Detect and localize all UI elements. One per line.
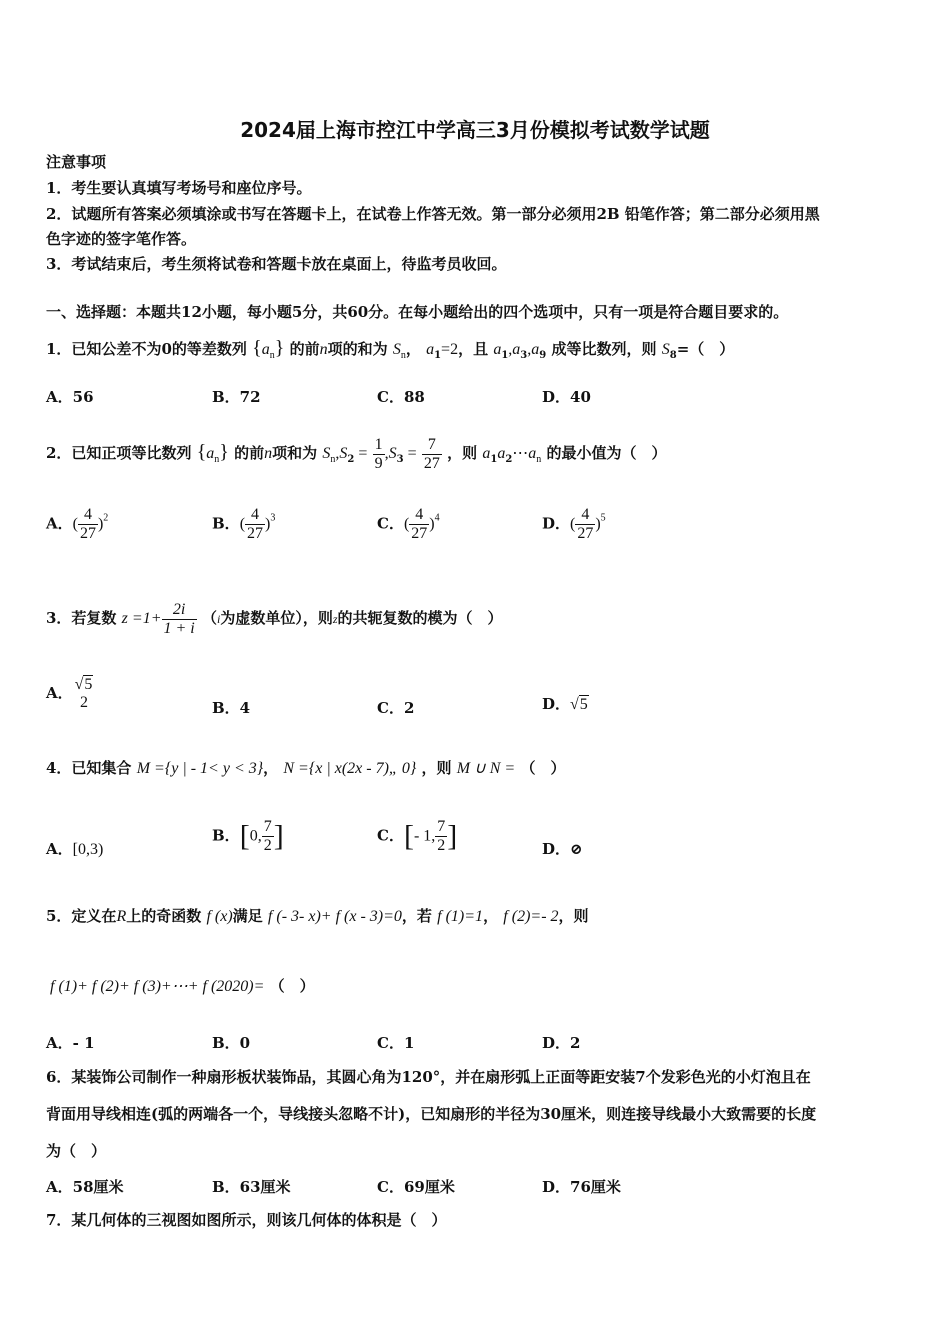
question-5: 5．定义在R上的奇函数 f (x)满足 f (- 3- x)+ f (x - 3)=0，若 f (1)=1， f (2)=- 2，则 <box>46 907 589 925</box>
notice-item-3: 3．考试结束后，考生须将试卷和答题卡放在桌面上，待监考员收回。 <box>46 255 507 273</box>
q2-option-d[interactable]: D．( $\frac{4}{27}$ )$^5$ <box>542 506 606 542</box>
q3-option-c[interactable]: C．2 <box>377 699 415 717</box>
q6-option-c[interactable]: C．69厘米 <box>377 1178 455 1196</box>
q5-option-c[interactable]: C．1 <box>377 1034 415 1052</box>
question-7: 7．某几何体的三视图如图所示，则该几何体的体积是（ ） <box>46 1211 447 1229</box>
section-heading: 一、选择题：本题共12小题，每小题5分，共60分。在每小题给出的四个选项中，只有一项是符合题目要求的。 <box>46 303 789 321</box>
question-3: 3．若复数 z =1+ $\frac{2i}{1 + i}$ （i为虚数单位），则z的共轭复数的模为（ ） <box>46 600 503 637</box>
q5-option-a[interactable]: A．- 1 <box>46 1034 95 1052</box>
notice-heading: 注意事项 <box>46 153 107 171</box>
question-2: 2．已知正项等比数列 $\{a_n\}$ 的前n项和为 $S_n,S_2$ = $\frac{1}{9}$ $,S_3$ = $\frac{7}{27}$ ，则 $a_1a_2\cdots a_n$ 的最小值为（ ） <box>46 435 667 472</box>
q2-option-c[interactable]: C．( $\frac{4}{27}$ )$^4$ <box>377 506 440 542</box>
q6-option-a[interactable]: A．58厘米 <box>46 1178 124 1196</box>
fraction-2i: $\frac{2i}{1 + i}$ <box>163 600 195 637</box>
q5-option-d[interactable]: D．2 <box>542 1034 581 1052</box>
q3-option-d[interactable]: D．√5 <box>542 695 588 713</box>
page-title: 2024届上海市控江中学高三3月份模拟考试数学试题 <box>240 118 710 142</box>
question-1: 1．已知公差不为0的等差数列 $\{a_n\}$ 的前n项的和为 $S_n$， $a_1=2$，且 $a_1,a_3,a_9$ 成等比数列，则 $S_8=$（ ） <box>46 337 735 361</box>
q3-option-a[interactable]: A． √5 2 <box>46 676 93 711</box>
notice-item-2-cont: 色字迹的签字笔作答。 <box>46 230 197 248</box>
fraction-s3: $\frac{7}{27}$ <box>423 435 440 472</box>
question-5-sum: f (1)+ f (2)+ f (3)+⋯+ f (2020)= （ ） <box>50 977 315 995</box>
q1-option-c[interactable]: C．88 <box>377 388 425 406</box>
q3-option-b[interactable]: B．4 <box>212 699 251 717</box>
q4-option-c[interactable]: C．[- 1, $\frac{7}{2}$ ] <box>377 818 458 854</box>
question-4: 4．已知集合 M ={y | - 1< y < 3}， N ={x | x(2x - 7)„ 0} ，则 M ∪ N = （ ） <box>46 759 566 777</box>
question-6-line-1: 6．某装饰公司制作一种扇形板状装饰品，其圆心角为120°，并在扇形弧上正面等距安装7个发彩色光的小灯泡且在 <box>46 1068 811 1086</box>
q4-option-a[interactable]: A．[0,3) <box>46 840 104 858</box>
q2-option-a[interactable]: A．( $\frac{4}{27}$ )$^2$ <box>46 506 109 542</box>
q1-option-d[interactable]: D．40 <box>542 388 591 406</box>
question-6-line-3: 为（ ） <box>46 1142 107 1160</box>
notice-item-1: 1．考生要认真填写考场号和座位序号。 <box>46 179 312 197</box>
q1-option-b[interactable]: B．72 <box>212 388 261 406</box>
fraction-s2: $\frac{1}{9}$ <box>374 435 383 472</box>
q4-option-b[interactable]: B．[0, $\frac{7}{2}$ ] <box>212 818 284 854</box>
q6-option-d[interactable]: D．76厘米 <box>542 1178 621 1196</box>
q1-option-a[interactable]: A．56 <box>46 388 94 406</box>
question-6-line-2: 背面用导线相连(弧的两端各一个，导线接头忽略不计)，已知扇形的半径为30厘米，则连接导线最小大致需要的长度 <box>46 1105 817 1123</box>
notice-item-2: 2．试题所有答案必须填涂或书写在答题卡上，在试卷上作答无效。第一部分必须用2B 铅笔作答；第二部分必须用黑 <box>46 205 820 223</box>
q2-option-b[interactable]: B．( $\frac{4}{27}$ )$^3$ <box>212 506 276 542</box>
q4-option-d[interactable]: D．⊘ <box>542 840 583 858</box>
q5-option-b[interactable]: B．0 <box>212 1034 251 1052</box>
q6-option-b[interactable]: B．63厘米 <box>212 1178 291 1196</box>
